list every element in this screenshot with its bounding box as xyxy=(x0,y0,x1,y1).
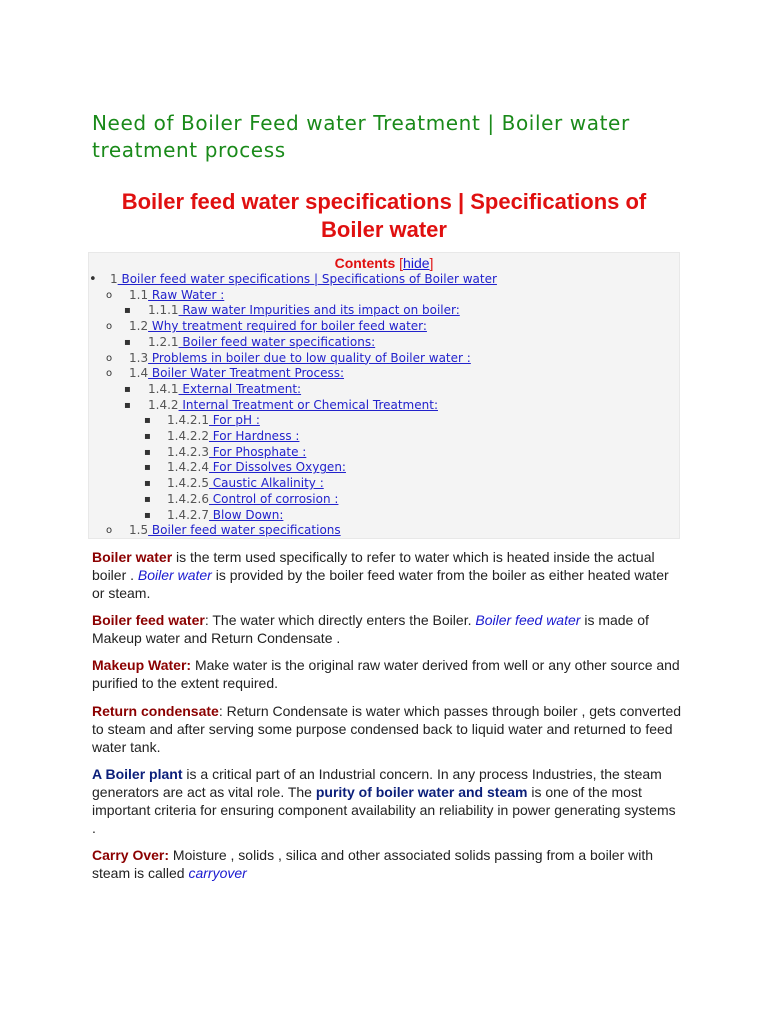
toc-entry xyxy=(167,508,283,523)
toc-bullet-icon: ▪ xyxy=(144,509,151,521)
toc-bullet-icon: ▪ xyxy=(124,336,131,348)
toc-item-number: 1.4 xyxy=(129,366,149,381)
toc-heading: Contents xyxy=(334,255,396,271)
term-return-condensate: Return condensate xyxy=(92,703,219,719)
plant-text-1: is a critical part of an Industrial concern. In any process Industries, the steam generators are act as vital role. The xyxy=(92,766,662,800)
toc-item-number: 1.4.2.1 xyxy=(167,413,209,428)
toc-item-number: 1 xyxy=(110,272,118,286)
feed-water-text-1: : The water which directly enters the Boiler. xyxy=(204,612,476,628)
toc-bullet-icon: o xyxy=(106,289,113,301)
toc-item-number: 1.4.2 xyxy=(148,397,179,412)
toc-entry xyxy=(167,413,260,428)
toc-entry xyxy=(167,460,346,475)
toc-bracket-close: ] xyxy=(429,255,434,271)
toc-item-link[interactable]: Boiler feed water specifications xyxy=(148,523,341,538)
toc-entry xyxy=(148,398,438,413)
toc-item-link[interactable]: Internal Treatment or Chemical Treatment: xyxy=(178,397,438,412)
toc-item-number: 1.1 xyxy=(129,287,149,302)
toc-item-link[interactable]: Boiler feed water specifications | Specifications of Boiler water xyxy=(117,272,497,286)
page-title: Need of Boiler Feed water Treatment | Boiler water treatment process xyxy=(92,111,630,162)
toc-bullet-icon: ▪ xyxy=(144,415,151,427)
toc-item-link[interactable]: Raw water Impurities and its impact on boiler: xyxy=(178,303,460,318)
term-makeup-water: Makeup Water: xyxy=(92,657,192,673)
paragraph-makeup-water xyxy=(92,656,682,692)
toc-item-link[interactable]: Boiler Water Treatment Process: xyxy=(148,366,345,381)
toc-item-number: 1.4.2.2 xyxy=(167,429,209,443)
toc-header xyxy=(89,255,679,271)
paragraph-return-condensate xyxy=(92,702,682,756)
toc-hide-link[interactable]: hide xyxy=(403,255,430,271)
toc-item-number: 1.5 xyxy=(129,523,149,538)
toc-bullet-icon: o xyxy=(106,368,113,380)
condensate-text-1: : Return Condensate is water which passes through boiler , gets converted to steam and after serving some purpose condensed back to liquid water and returned to feed water tank. xyxy=(92,703,682,755)
toc-entry xyxy=(129,523,341,538)
carry-text-1: Moisture , solids , silica and other associated solids passing from a boiler with steam is called xyxy=(92,847,654,881)
toc-item-number: 1.4.1 xyxy=(148,381,179,396)
toc-item-link[interactable]: For pH : xyxy=(208,413,260,428)
toc-bullet-icon: o xyxy=(106,321,113,333)
term-boiler-water: Boiler water xyxy=(92,549,173,565)
paragraph-boiler-plant xyxy=(92,765,682,837)
plant-text-2: is one of the most important criteria for ensuring component availability an reliability in power generating systems . xyxy=(92,784,676,836)
toc-entry xyxy=(129,351,471,366)
toc-item-link[interactable]: Raw Water : xyxy=(148,287,225,302)
toc-item-link[interactable]: Boiler feed water specifications: xyxy=(178,334,376,349)
toc-bullet-icon: ▪ xyxy=(144,446,151,458)
toc-bullet-icon: ▪ xyxy=(144,462,151,474)
paragraph-feed-water xyxy=(92,611,682,647)
toc-entry xyxy=(129,366,344,381)
paragraph-boiler-water xyxy=(92,548,682,602)
toc-bullet-icon: ▪ xyxy=(124,383,131,395)
feed-water-link[interactable]: Boiler feed water xyxy=(475,612,581,628)
toc-bullet-icon: ▪ xyxy=(144,431,151,442)
toc-bullet-icon: o xyxy=(106,352,113,364)
feed-water-text-2: is made of Makeup water and Return Condensate . xyxy=(92,612,649,646)
toc-bullet-icon: ▪ xyxy=(144,478,151,490)
toc-item-link[interactable]: For Phosphate : xyxy=(208,444,307,459)
boiler-water-text-1: is the term used specifically to refer to water which is heated inside the actual boiler . xyxy=(92,549,655,583)
term-carry-over: Carry Over: xyxy=(92,847,170,863)
toc-bracket-open: [ xyxy=(399,255,404,271)
toc-entry xyxy=(148,335,375,350)
toc-bullet-icon: ▪ xyxy=(144,493,151,505)
term-feed-water: Boiler feed water xyxy=(92,612,205,628)
toc-item-number: 1.4.2.4 xyxy=(167,460,209,475)
carryover-link[interactable]: carryover xyxy=(188,865,247,881)
toc-entry xyxy=(148,382,301,397)
purity-emphasis: purity of boiler water and steam xyxy=(315,784,528,800)
table-of-contents xyxy=(88,252,680,539)
boiler-water-link[interactable]: Boiler water xyxy=(137,567,212,583)
toc-entry xyxy=(167,445,306,460)
toc-entry xyxy=(129,288,224,303)
toc-bullet-icon: • xyxy=(89,272,97,287)
term-boiler-plant: A Boiler plant xyxy=(92,766,183,782)
toc-entry xyxy=(110,272,497,287)
toc-entry xyxy=(129,319,427,334)
boiler-water-text-2: is provided by the boiler feed water from the boiler as either heated water or steam. xyxy=(92,567,669,601)
toc-entry xyxy=(148,303,460,318)
toc-item-link[interactable]: Control of corrosion : xyxy=(208,491,339,506)
toc-item-link[interactable]: Why treatment required for boiler feed water: xyxy=(148,319,427,334)
toc-bullet-icon: ▪ xyxy=(124,399,131,411)
toc-item-number: 1.2 xyxy=(129,319,149,334)
page-subtitle: Boiler feed water specifications | Specifications of Boiler water xyxy=(121,189,647,242)
toc-item-number: 1.3 xyxy=(129,350,149,365)
paragraph-carry-over xyxy=(92,846,682,882)
toc-bullet-icon: o xyxy=(106,525,113,537)
makeup-text-1: Make water is the original raw water derived from well or any other source and purified to the extent required. xyxy=(92,657,680,691)
toc-item-number: 1.2.1 xyxy=(148,334,179,349)
toc-item-link[interactable]: Caustic Alkalinity : xyxy=(208,476,324,491)
toc-item-number: 1.4.2.6 xyxy=(167,491,209,506)
toc-item-number: 1.4.2.7 xyxy=(167,507,209,522)
toc-bullet-icon: ▪ xyxy=(124,305,131,317)
toc-item-link[interactable]: For Dissolves Oxygen: xyxy=(208,460,346,475)
toc-item-link[interactable]: For Hardness : xyxy=(208,429,300,443)
toc-item-number: 1.1.1 xyxy=(148,303,179,318)
toc-item-number: 1.4.2.5 xyxy=(167,476,209,491)
toc-entry xyxy=(167,492,338,507)
toc-item-link[interactable]: External Treatment: xyxy=(178,381,302,396)
toc-entry xyxy=(167,429,299,444)
toc-entry xyxy=(167,476,324,491)
toc-item-number: 1.4.2.3 xyxy=(167,444,209,459)
toc-item-link[interactable]: Blow Down: xyxy=(208,507,284,522)
toc-item-link[interactable]: Problems in boiler due to low quality of Boiler water : xyxy=(148,350,471,365)
